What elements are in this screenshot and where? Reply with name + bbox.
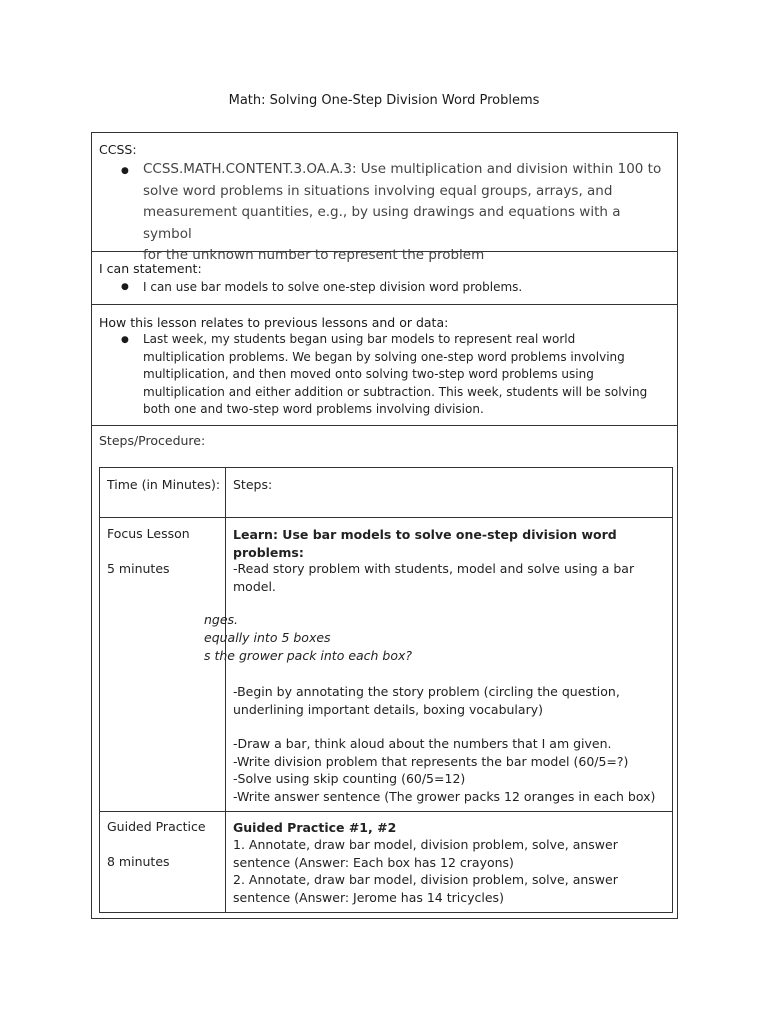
page-title: Math: Solving One-Step Division Word Problems — [228, 93, 540, 108]
bullet-icon: ● — [121, 166, 129, 176]
annotate-step: -Begin by annotating the story problem (circling the question, underlining important details, boxing vocabulary) — [233, 684, 620, 717]
guided-practice-steps: 1. Annotate, draw bar model, division problem, solve, answer sentence (Answer: Each box has 12 crayons) 2. Annotate, draw bar model, division problem, solve, answer sentence (Answer: Jerome has 14 tricycles) — [233, 837, 618, 905]
procedure-section — [92, 426, 677, 918]
relates-text: Last week, my students began using bar models to represent real world multiplication problems. We began by solving one-step word problems involving multiplication, and then moved onto solving two-step word problems using multiplication and either addition or subtraction. This week, students will be solving both one and two-step word problems involving division. — [143, 332, 648, 416]
bullet-icon: ● — [121, 282, 129, 292]
focus-lesson-time: 5 minutes — [107, 561, 170, 576]
procedure-label: Steps/Procedure: — [99, 433, 206, 448]
story-fragment: nges. — [204, 612, 239, 627]
col-header-time: Time (in Minutes): — [107, 477, 221, 492]
story-fragment: s the grower pack into each box? — [204, 648, 413, 663]
relates-section — [92, 305, 677, 426]
guided-practice-label: Guided Practice — [107, 819, 206, 834]
guided-practice-time: 8 minutes — [107, 854, 170, 869]
ccss-standard-text: CCSS.MATH.CONTENT.3.OA.A.3: Use multiplication and division within 100 to solve word problems in situations involving equal groups, arrays, and measurement quantities, e.g., by using drawings and equations with a symbol for the unknown number to represent the problem — [143, 161, 662, 263]
story-fragment: equally into 5 boxes — [204, 630, 331, 645]
bullet-icon: ● — [121, 335, 129, 345]
i-can-section — [92, 252, 677, 305]
i-can-text: I can use bar models to solve one-step division word problems. — [143, 280, 523, 294]
focus-lesson-label: Focus Lesson — [107, 526, 190, 541]
ccss-heading: CCSS: — [99, 142, 137, 157]
lesson-plan-table — [91, 132, 678, 919]
relates-heading: How this lesson relates to previous lessons and or data: — [99, 315, 449, 330]
ccss-section — [92, 133, 677, 263]
col-header-steps: Steps: — [233, 477, 273, 492]
model-steps: -Draw a bar, think aloud about the numbers that I am given. -Write division problem that represents the bar model (60/5=?) -Solve using skip counting (60/5=12) -Write answer sentence (The grower packs 12 oranges in each box) — [233, 736, 656, 804]
row-divider — [100, 517, 672, 518]
guided-practice-heading: Guided Practice #1, #2 — [233, 820, 397, 835]
procedure-table — [99, 467, 673, 913]
read-story-step: -Read story problem with students, model and solve using a bar model. — [233, 561, 635, 594]
i-can-heading: I can statement: — [99, 261, 202, 276]
row-divider — [100, 811, 672, 812]
column-divider — [225, 468, 226, 912]
learn-objective: Learn: Use bar models to solve one-step division word problems: — [233, 527, 617, 560]
